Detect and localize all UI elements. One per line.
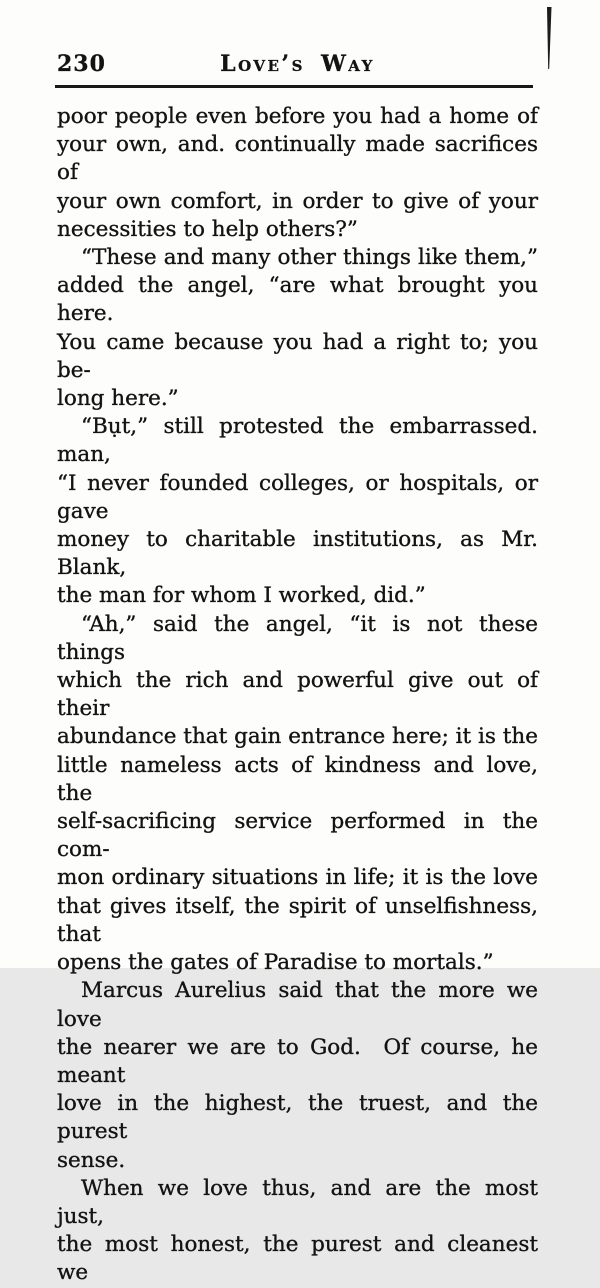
text-line: Marcus Aurelius said that the more we love — [57, 978, 538, 1032]
text-line: “I never founded colleges, or hospitals, or gave — [57, 470, 538, 524]
text-line: money to charitable institutions, as Mr. Blank, — [57, 527, 538, 581]
text-line: necessities to help others?” — [57, 216, 358, 242]
page-number: 230 — [57, 51, 106, 77]
text-line: the man for whom I worked, did.” — [57, 583, 426, 609]
text-line: added the angel, “are what brought you here. — [57, 273, 538, 327]
text-line: little nameless acts of kindness and love, the — [57, 752, 538, 806]
text-line: You came because you had a right to; you be- — [57, 329, 538, 383]
page-body — [57, 103, 538, 1288]
text-line: long here.” — [57, 386, 179, 412]
running-title: Love’s Way — [220, 51, 375, 77]
paragraph — [57, 413, 538, 610]
text-line: your own, and. continually made sacrifices of — [57, 132, 538, 186]
text-line: “These and many other things like them,” — [81, 245, 538, 271]
paragraph — [57, 611, 538, 978]
text-line: your own comfort, in order to give of your — [57, 188, 538, 214]
paragraph — [57, 1175, 538, 1288]
text-line: “Ah,” said the angel, “it is not these things — [57, 611, 538, 665]
text-line: sense. — [57, 1147, 126, 1173]
text-line: “Bụt,” still protested the embarrassed. man, — [57, 414, 538, 468]
text-line: that gives itself, the spirit of unselfishness, that — [57, 893, 538, 947]
running-head — [57, 51, 538, 77]
text-line: opens the gates of Paradise to mortals.” — [57, 950, 494, 976]
text-line: poor people even before you had a home of — [57, 104, 538, 129]
scan-ink-mark-icon — [545, 7, 553, 73]
text-line: which the rich and powerful give out of their — [57, 668, 538, 722]
text-line: When we love thus, and are the most just, — [57, 1175, 538, 1229]
header-rule — [55, 85, 533, 88]
paragraph — [57, 977, 538, 1174]
text-line: abundance that gain entrance here; it is the — [57, 724, 538, 750]
text-line: mon ordinary situations in life; it is the love — [57, 865, 538, 891]
text-line: the nearer we are to God. Of course, he meant — [57, 1034, 538, 1088]
text-line: self-sacrificing service performed in the com- — [57, 809, 538, 863]
text-line: the most honest, the purest and cleanest we — [57, 1232, 538, 1286]
paragraph — [57, 244, 538, 413]
text-line: love in the highest, the truest, and the purest — [57, 1091, 538, 1145]
paragraph — [57, 103, 538, 244]
